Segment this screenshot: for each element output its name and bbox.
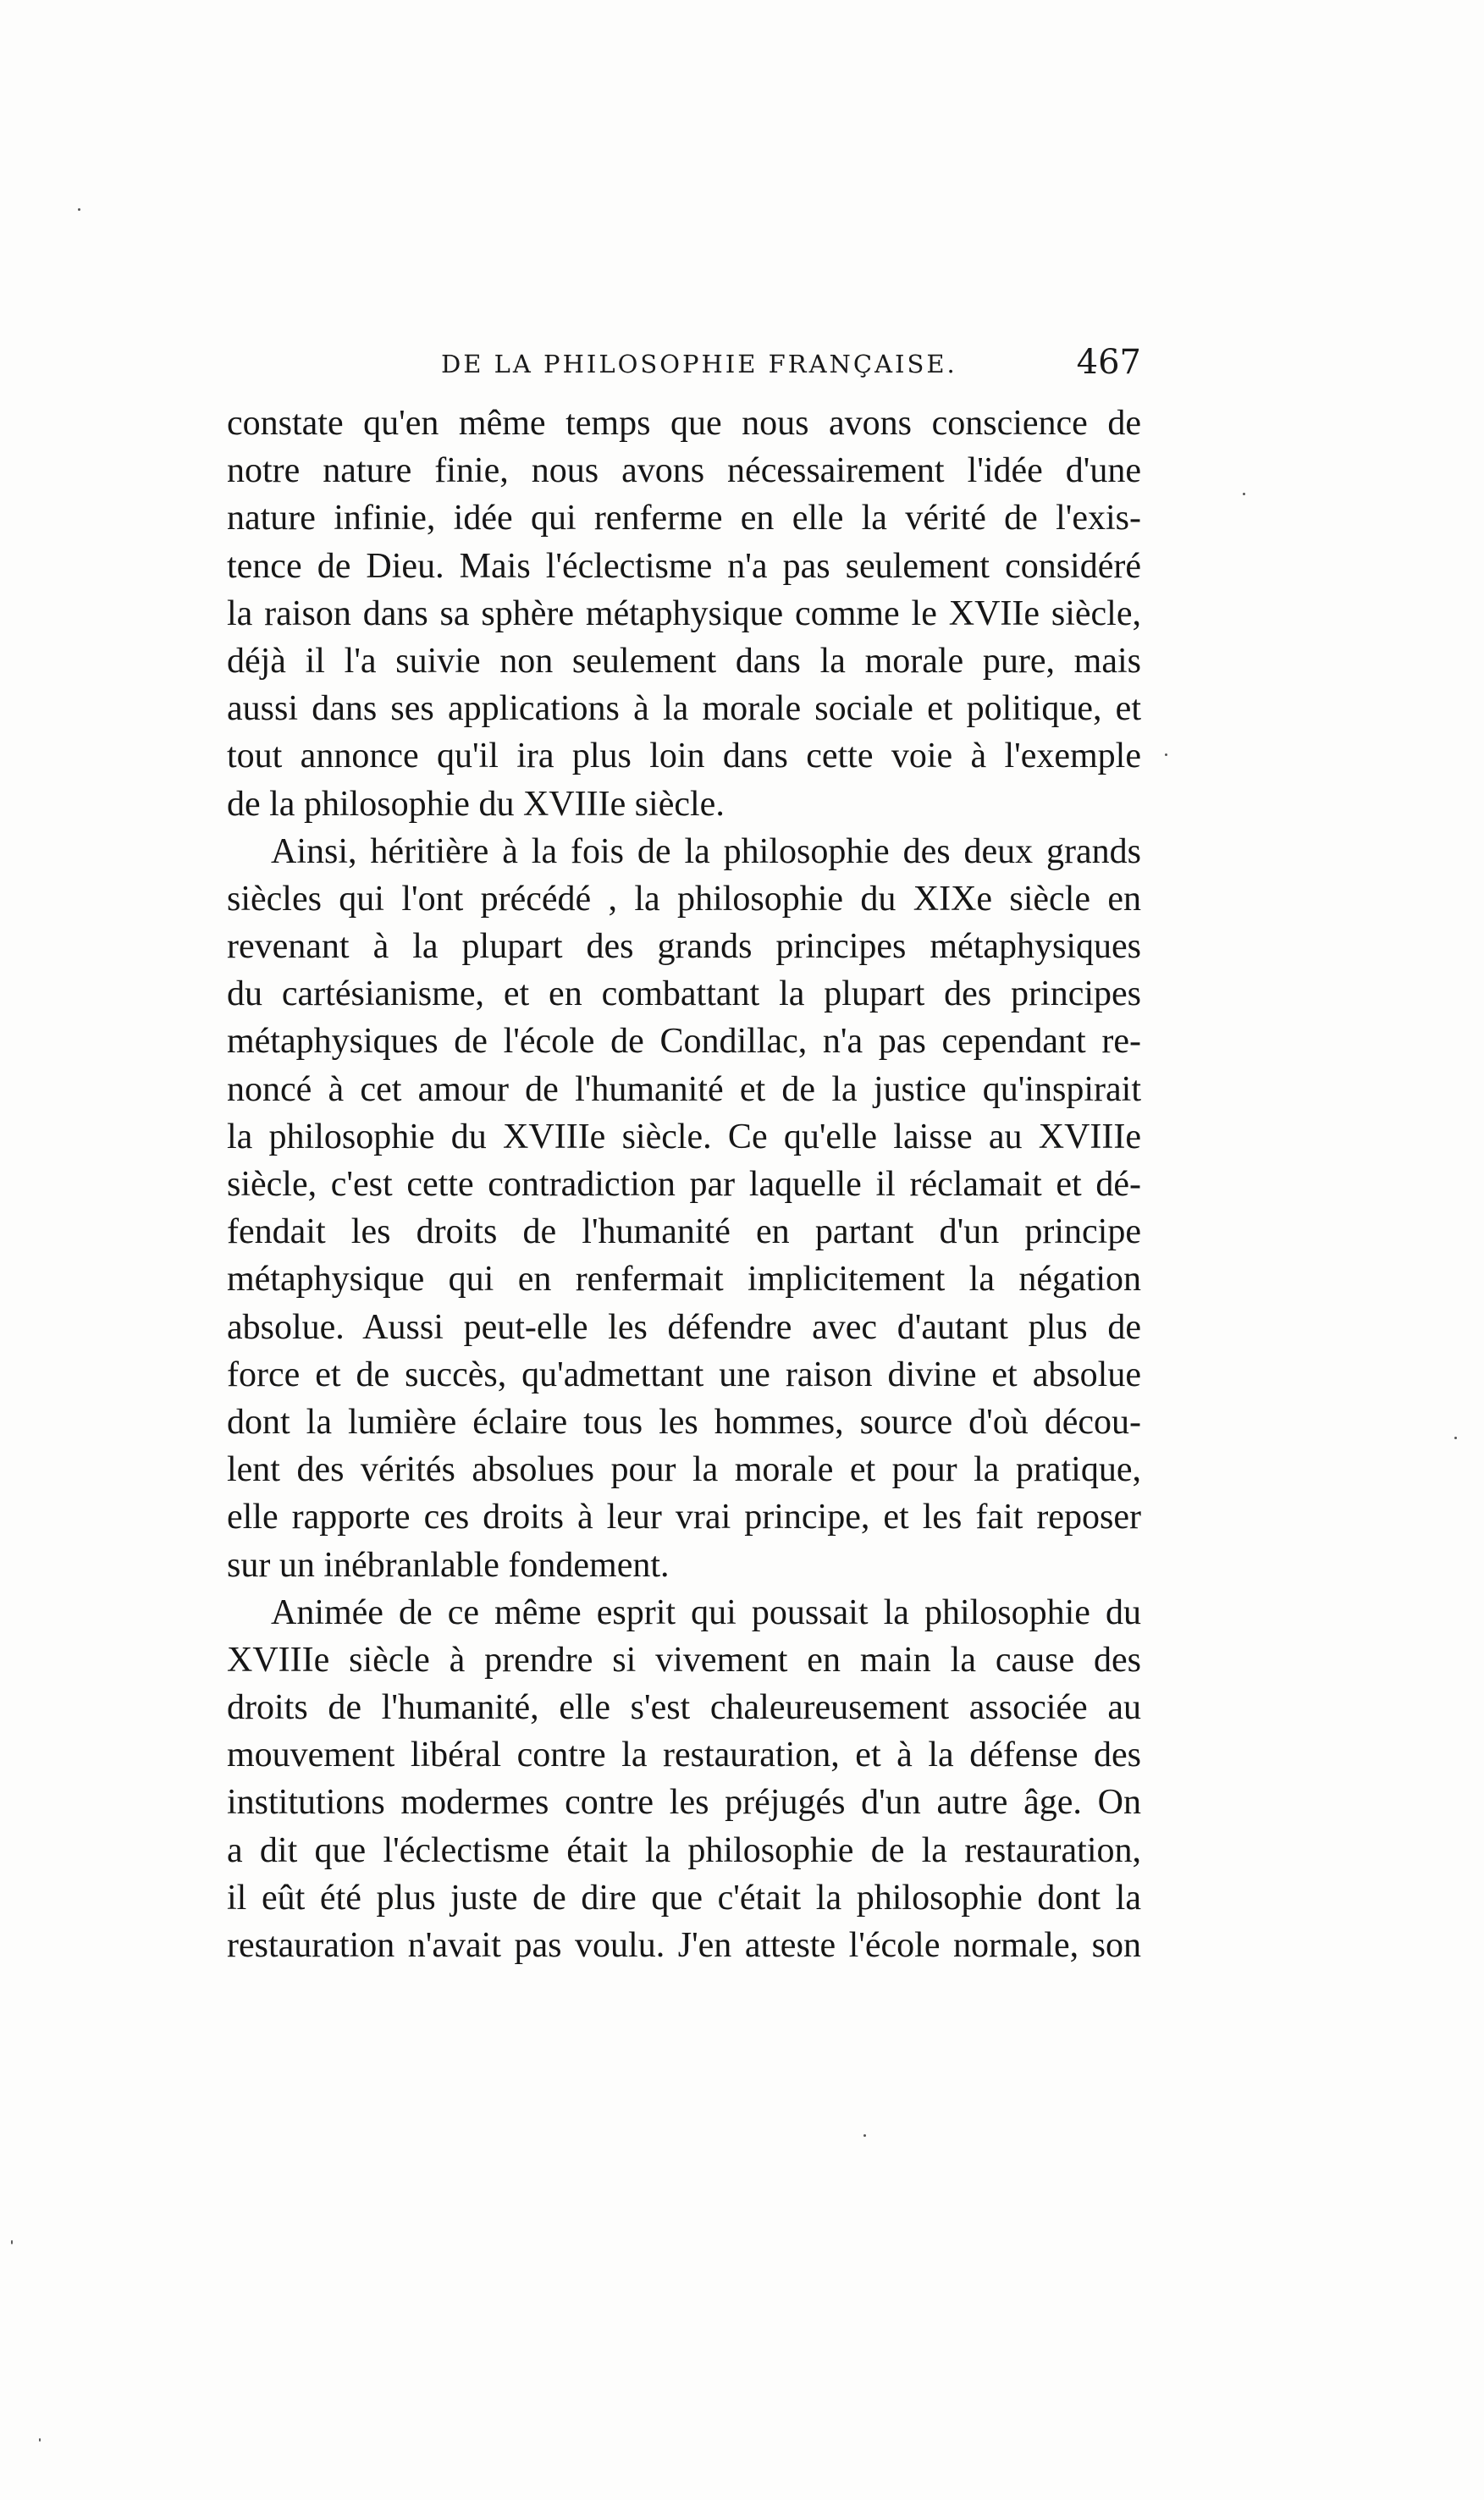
text-line: XVIIIe siècle à prendre si vivement en main la cause des — [227, 1640, 1141, 1680]
text-line: tout annonce qu'il ira plus loin dans cette voie à l'exemple — [227, 737, 1141, 776]
text-line: a dit que l'éclectisme était la philosophie de la restauration, — [227, 1830, 1141, 1870]
scan-speck — [1454, 1437, 1457, 1439]
running-head — [227, 343, 1141, 394]
text-line: sur un inébranlable fondement. — [227, 1545, 670, 1585]
text-line: noncé à cet amour de l'humanité et de la justice qu'inspirait — [227, 1069, 1141, 1109]
scan-speck — [1243, 493, 1245, 495]
text-line: siècle, c'est cette contradiction par laquelle il réclamait et dé- — [227, 1165, 1141, 1204]
text-line: force et de succès, qu'admettant une raison divine et absolue — [227, 1355, 1141, 1394]
text-line: de la philosophie du XVIIIe siècle. — [227, 784, 725, 824]
text-line: nature infinie, idée qui renferme en elle la vérité de l'exis- — [227, 499, 1141, 538]
text-line: il eût été plus juste de dire que c'était la philosophie dont la — [227, 1878, 1141, 1918]
body-text — [227, 400, 1141, 1969]
text-line: siècles qui l'ont précédé , la philosophie du XIXe siècle en — [227, 879, 1141, 919]
text-line: Animée de ce même esprit qui poussait la philosophie du — [271, 1592, 1141, 1632]
text-line: la philosophie du XVIIIe siècle. Ce qu'elle laisse au XVIIIe — [227, 1117, 1141, 1156]
text-line: métaphysique qui en renfermait implicitement la négation — [227, 1260, 1141, 1300]
scan-speck — [78, 208, 80, 211]
scan-speck — [1165, 753, 1167, 756]
text-line: revenant à la plupart des grands principes métaphysiques — [227, 927, 1141, 967]
text-line: institutions modermes contre les préjugés d'un autre âge. On — [227, 1783, 1141, 1823]
text-line: déjà il l'a suivie non seulement dans la morale pure, mais — [227, 641, 1141, 681]
text-line: droits de l'humanité, elle s'est chaleureusement associée au — [227, 1688, 1141, 1728]
text-line: absolue. Aussi peut-elle les défendre avec d'autant plus de — [227, 1307, 1141, 1347]
text-line: constate qu'en même temps que nous avons conscience de — [227, 404, 1141, 443]
text-line: notre nature finie, nous avons nécessairement l'idée d'une — [227, 451, 1141, 491]
text-line: Ainsi, héritière à la fois de la philosophie des deux grands — [271, 831, 1141, 871]
scan-speck — [863, 2134, 866, 2137]
text-line: métaphysiques de l'école de Condillac, n'a pas cependant re- — [227, 1022, 1141, 1062]
page-number: 467 — [1076, 343, 1141, 382]
text-line: fendait les droits de l'humanité en partant d'un principe — [227, 1212, 1141, 1252]
text-line: mouvement libéral contre la restauration, et à la défense des — [227, 1736, 1141, 1775]
text-line: dont la lumière éclaire tous les hommes, source d'où décou- — [227, 1402, 1141, 1442]
text-line: lent des vérités absolues pour la morale et pour la pratique, — [227, 1450, 1141, 1490]
text-line: elle rapporte ces droits à leur vrai principe, et les fait reposer — [227, 1498, 1141, 1537]
scan-speck — [39, 2438, 41, 2442]
text-line: restauration n'avait pas voulu. J'en atteste l'école normale, son — [227, 1926, 1141, 1965]
text-line: du cartésianisme, et en combattant la plupart des principes — [227, 974, 1141, 1014]
text-line: aussi dans ses applications à la morale sociale et politique, et — [227, 689, 1141, 729]
text-line: la raison dans sa sphère métaphysique comme le XVIIe siècle, — [227, 593, 1141, 633]
scan-speck — [11, 2240, 13, 2244]
text-line: tence de Dieu. Mais l'éclectisme n'a pas seulement considéré — [227, 546, 1141, 586]
running-title: DE LA PHILOSOPHIE FRANÇAISE. — [441, 350, 957, 378]
